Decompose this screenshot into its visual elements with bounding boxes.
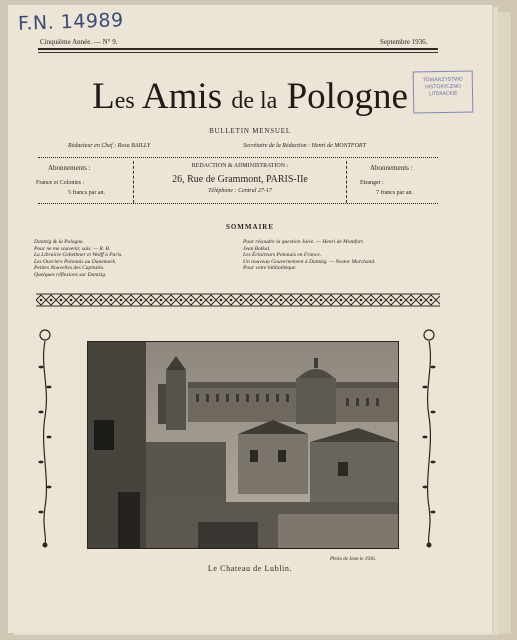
library-stamp: TOWARZYSTWO HISTORYCZNO LITERACKIE	[413, 70, 474, 113]
sommaire-item: Jean Balkal.	[243, 245, 271, 252]
photo-credit: Photo de Jean le 1936.	[330, 557, 376, 562]
photo-caption: Le Chateau de Lublin.	[207, 564, 293, 573]
sommaire-item: La Librairie Gebethner et Wolff à Paris.	[34, 252, 123, 259]
castle-photograph	[87, 341, 399, 549]
secretary-credit: Secrétaire de la Rédaction : Henri de MONTFORT	[243, 143, 366, 149]
subs-right-title: Abonnements :	[370, 164, 413, 172]
top-rule-thin	[38, 52, 438, 53]
subs-right-line2: 7 francs par an.	[376, 190, 413, 196]
ornamental-frieze	[36, 293, 440, 307]
subtitle: BULLETIN MENSUEL	[209, 127, 291, 135]
subs-right-line1: Etranger :	[360, 180, 384, 186]
right-vine-ornament	[422, 327, 436, 549]
dotted-rule-top	[38, 157, 438, 162]
dotted-rule-bottom	[38, 203, 438, 208]
sommaire-left-column	[34, 239, 123, 279]
sommaire-heading: SOMMAIRE	[225, 223, 275, 231]
inventory-number: F.N. 14989	[17, 9, 125, 35]
newsletter-page	[8, 5, 492, 633]
masthead-title: Les Amis de la Pologne	[92, 76, 408, 117]
editor-credit: Rédacteur en Chef : Rosa BAILLY	[68, 143, 151, 149]
sommaire-item: Un nouveau Gouvernement à Dantzig. — Nestor Marchand.	[243, 258, 376, 265]
sommaire-item: Dantzig & la Pologne.	[34, 239, 84, 245]
sommaire-item: Les Éclaireurs Polonais en France.	[243, 252, 322, 259]
admin-title: REDACTION & ADMINISTRATION :	[191, 163, 289, 169]
sommaire-item: Pour votre bibliothèque.	[243, 265, 297, 272]
admin-address: 26, Rue de Grammont, PARIS-IIe	[172, 174, 308, 185]
sommaire-item: Les Ouvriers Polonais au Danemark.	[34, 258, 117, 265]
sommaire-right-column	[243, 239, 376, 272]
subs-left-title: Abonnements :	[48, 164, 91, 172]
sommaire-item: Quelques réflexions sur Dantzig.	[34, 271, 107, 278]
issue-month: Septembre 1936.	[380, 38, 428, 46]
subs-left-line2: 5 francs par an.	[68, 190, 105, 196]
sommaire-item: Pour résoudre la question Juive. — Henri de Montfort.	[243, 239, 365, 245]
issue-number: Cinquième Année. — N° 9.	[40, 38, 118, 46]
sommaire-item: Petites Nouvelles des Capitales.	[34, 265, 105, 272]
sommaire-item: Pour ne me souvenir, sais. — R. B.	[34, 245, 111, 252]
admin-phone: Téléphone : Central 27-17	[208, 188, 272, 194]
top-rule	[38, 48, 438, 50]
left-vine-ornament	[38, 327, 52, 549]
subs-left-line1: France et Colonies :	[36, 180, 85, 186]
